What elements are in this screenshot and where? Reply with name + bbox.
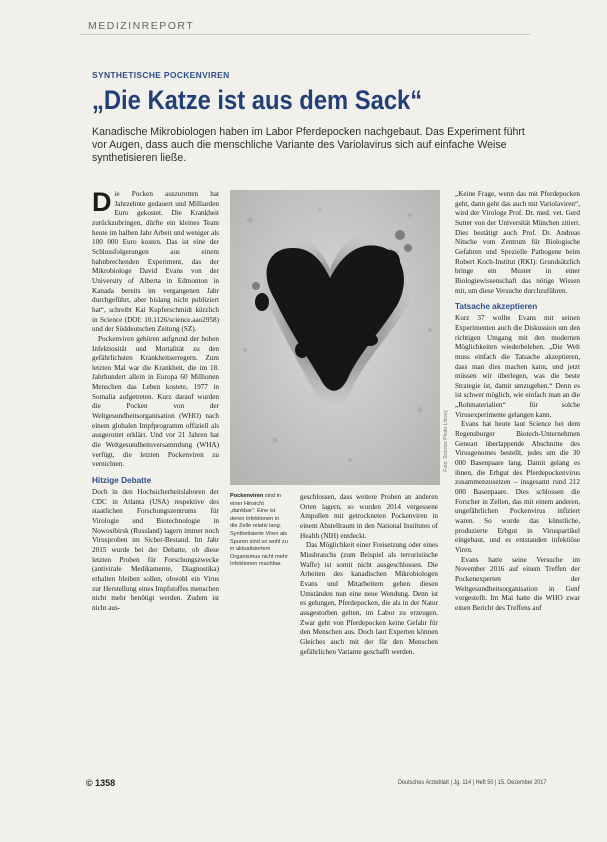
virus-photo [230, 190, 440, 485]
article-kicker: SYNTHETISCHE POCKENVIREN [92, 70, 230, 80]
paragraph: „Keine Frage, wenn das mit Pferdepocken geht, dann geht das auch mit Variolaviren“, wird der Virologe Prof. Dr. med. vet. Gerd Sutter von der Universität München zitiert. Dies bestätigt auch Prof. Dr. Andreas Nitsche vom Zentrum für Biologische Gefahren und Spezielle Pathogene beim Robert Koch-Institut (RKI): Grundsätzlich bringe ein Muster in einer Biologiewissenschaft das nötige Wissen mit, um diese Versuche durchzuführen. [455, 190, 580, 295]
section-label: MEDIZINREPORT [88, 20, 195, 32]
paragraph: Evans hat heute laut Science bei dem Regensburger Biotech-Unternehmen Geneart überlappende Abschnitte des Virusgenomes bestellt, jedes um die 30 000 Basenpaare lang. Damit gelang es ihnen, die Erbgut des Pferdepockenvirus zusammenzusetzen – insgesamt rund 212 000 Basenpaare. Dies schlossen die Forscher in Zellen, das mit einem anderen, ungefährlichen Pockenvirus infiziert waren. So wurde das künstliche, produzierte Erbgut in Viruspartikel eingebaut, und es entstanden infektiöse Viren. [455, 420, 580, 554]
article-lead: Kanadische Mikrobiologen haben im Labor Pferdepocken nachgebaut. Das Experiment führt vor Augen, dass auch die menschliche Variante des Variolavirus sich auf einfache Weise synthetisieren ließe. [92, 126, 525, 165]
page-number: © 1358 [86, 778, 116, 788]
paragraph: Das Möglichkeit einer Freisetzung oder eines Missbrauchs (zum Beispiel als terroristische Waffe) ist somit nicht ausgeschlossen. Die Arbeiten des kanadischen Mikrobiologen Evans und Mitarbeitern gehen diesen Umständen nun eine neue Wendung. Denn ist es gelungen, Pferdepocken, die als in der Natur ausgestorben gelten, im Labor zu erzeugen. Zwar geht von Pferdepocken keine Gefahr für den Menschen aus. Doch laut Experten können Gleiches auch mit der für den Menschen gefährlichen Variante geschafft werden. [300, 541, 438, 656]
virus-micrograph [230, 190, 440, 485]
header-rule [80, 34, 530, 35]
photo-credit: Foto: Science Photo Library [443, 410, 449, 472]
journal-footer: Deutsches Ärzteblatt | Jg. 114 | Heft 50 | 15. Dezember 2017 [398, 780, 547, 786]
paragraph: geschlossen, dass weitere Proben an anderen Orten lagern, so wurden 2014 vergessene Ampullen mit getrockneten Pockenviren in einem Abstellraum in den National Institutes of Health (NIH) entdeckt. [300, 493, 438, 540]
paragraph: Pockenviren gehören aufgrund der hohen Infektiosität und Mortalität zu den gefährlichsten Krankheitserregern. Zum letzten Mal war die Krankheit, die im 18. Jahrhundert allein in Europa 60 Millionen Menschen das Leben kostete, 1977 in Somalia aufgetreten. Kurz darauf wurden die Pocken von der Weltgesundheitsorganisation (WHO) nach einem globalen Impfprogramm offiziell als ausgerottet erklärt. Und vor 21 Jahren hat die Weltgesundheitsversammlung (WHA) verfügt, die letzten Pockenviren zu vernichten. [92, 334, 219, 469]
paragraph: Die Pocken auszurotten hat Jahrzehnte gedauert und Milliarden Euro gekostet. Die Krankheit zurückzubringen, dürfte ein kleines Team heute im halben Jahr Arbeit und weniger als 100 000 Euro kosten. Das ist eine der Schlussfolgerungen aus einem bahnbrechenden Experiment, das der Mikrobiologe David Evans von der University of Alberta in Edmonton in Kanada bereits im vergangenen Jahr durchgeführt, aber bislang nicht publiziert hat“, schreibt Kai Kupferschmidt kürzlich in Science (DOI: 10.1126/science.aao2958) und der Süddeutschen Zeitung (SZ). [92, 187, 219, 334]
subheading: Tatsache akzeptieren [455, 302, 538, 312]
paragraph: Kurz 37 wollte Evans mit seinen Experimenten auch die Diskussion um den richtigen Umgang mit den modernen Möglichkeiten wiederbeleben. „Die Welt muss einfach die Tatsache akzeptieren, dass man dies machen kann, und jetzt müssen wir überlegen, was die beste Strategie ist, damit umzugehen.“ Denn es ist schwer möglich, wie einfach man an die „Rohmaterialien“ für solche Virusexperimente gelangen kann. [455, 314, 580, 419]
drop-cap: D [92, 187, 112, 217]
paragraph: Evans hatte seine Versuche im November 2016 auf einem Treffen der Pockenexperten der Weltgesundheitsorganisation in Genf vorgestellt. Im Mai hatte die WHO zwar einen Bericht des Treffens auf [455, 555, 580, 612]
text-column-1 [92, 187, 219, 614]
paragraph: Doch in den Hochsicherheitslaboren der CDC in Atlanta (USA) respektive des staatlichen Forschungszentrums für Virologie und Biotechnologie in Nowosibirsk (Russland) lagern immer noch Virusproben im Sicher-Bestand. Im Jahr 2015 wurde bei der Debatte, ob diese letzten Proben für Forschungszwecke (antivirale Medikamente, Diagnostika) erhalten bleiben sollen, obwohl ein Virus zur Herstellung eines Impfstoffes menschen nicht mehr benötigt werden. Zudem ist nicht aus- [92, 488, 219, 612]
photo-caption: Pockenviren sind in einer Hinsicht „dankbar“: Eine ist deren Infektionen in die Zelle relativ lang. Synthetisierte Viren als Spuren sind so wohl zu in aktualisiertem Organismus nicht mehr Infektionen machbar. [230, 493, 288, 568]
article-headline: „Die Katze ist aus dem Sack“ [92, 85, 423, 115]
text-column-3 [455, 190, 580, 614]
subheading: Hitzige Debatte [92, 476, 152, 486]
text-column-2 [300, 493, 438, 657]
